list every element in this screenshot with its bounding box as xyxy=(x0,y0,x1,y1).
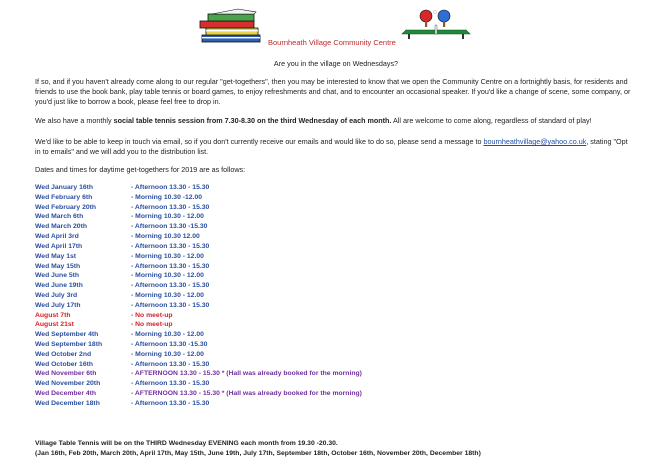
schedule-session: - Morning 10.30 - 12.00 xyxy=(131,252,204,260)
schedule-date: Wed April 17th xyxy=(35,242,83,250)
schedule-session: - No meet-up xyxy=(131,311,173,319)
paragraph-intro: If so, and if you haven't already come along to our regular "get-togethers", then you may be interested to know that we open the Community Centre on a fortnightly basis, for residents and friends to use the book bank, play table tennis or board games, to enjoy refreshments and chat, and to encounter an occasional speaker. If you'd like a change of scene, some company, or you'd just like to borrow a book, please feel free to drop in. xyxy=(35,77,631,106)
schedule-session: - Afternoon 13.30 - 15.30 xyxy=(131,380,210,388)
intro-question: Are you in the village on Wednesdays? xyxy=(273,59,399,68)
schedule-session: - Afternoon 13.30 - 15.30 xyxy=(131,242,210,250)
schedule-session: - AFTERNOON 13.30 - 15.30 * (Hall was already booked for the morning) xyxy=(131,370,362,378)
p3-text-after: , stating "Opt in to emails" and we will add you to the distribution list. xyxy=(35,137,628,156)
schedule-session: - No meet-up xyxy=(131,321,173,329)
schedule-session: - Afternoon 13.30 - 15.30 xyxy=(131,399,210,407)
schedule-date: Wed March 6th xyxy=(35,213,84,221)
schedule-date: Wed June 5th xyxy=(35,272,80,280)
table-tennis-logo-icon xyxy=(398,8,474,40)
schedule-session: - Morning 10.30 - 12.00 xyxy=(131,331,204,339)
footer-line-2: (Jan 16th, Feb 20th, March 20th, April 17th, May 15th, June 19th, July 17th, September 18th, October 16th, November 20th, December 18th) xyxy=(35,450,481,457)
schedule-date: Wed June 19th xyxy=(35,282,83,290)
schedule-session: - Morning 10.30 - 12.00 xyxy=(131,213,204,221)
schedule-date: Wed April 3rd xyxy=(35,233,79,241)
schedule-date: Wed December 18th xyxy=(35,399,100,407)
schedule-session: - Afternoon 13.30 - 15.30 xyxy=(131,282,210,290)
schedule-date: Wed February 20th xyxy=(35,203,97,211)
schedule-session: - Morning 10.30 12.00 xyxy=(131,233,200,241)
schedule-session: - Afternoon 13.30 - 15.30 xyxy=(131,360,210,368)
schedule-date: Wed December 4th xyxy=(35,390,97,398)
schedule-date: Wed October 16th xyxy=(35,360,94,368)
schedule-session: - Afternoon 13.30 - 15.30 xyxy=(131,301,210,309)
schedule-date: Wed September 18th xyxy=(35,341,103,348)
schedule-date: Wed September 4th xyxy=(35,331,99,339)
p2-text-before: We also have a monthly xyxy=(35,116,114,125)
paragraph-dates-intro: Dates and times for daytime get-togethers for 2019 are as follows: xyxy=(35,165,246,174)
schedule-session: - Afternoon 13.30 -15.30 xyxy=(131,341,208,348)
schedule-date: Wed February 6th xyxy=(35,193,93,201)
books-logo-icon xyxy=(198,8,264,44)
schedule-date: Wed January 16th xyxy=(35,184,94,191)
schedule-date: Wed March 20th xyxy=(35,223,87,231)
schedule-date: Wed May 15th xyxy=(35,262,81,270)
schedule-session: - Afternoon 13.30 -15.30 xyxy=(131,223,208,231)
schedule-session: - Afternoon 13.30 - 15.30 xyxy=(131,203,210,211)
schedule-session: - Afternoon 13.30 - 15.30 xyxy=(131,184,210,191)
schedule-date: Wed July 3rd xyxy=(35,291,78,299)
schedule-date: Wed May 1st xyxy=(35,252,77,260)
schedule-date: Wed July 17th xyxy=(35,301,81,309)
schedule-session: - Morning 10.30 -12.00 xyxy=(131,193,203,201)
org-name: Bournheath Village Community Centre xyxy=(268,38,396,47)
schedule-date: August 21st xyxy=(35,321,74,329)
schedule-session: - AFTERNOON 13.30 - 15.30 * (Hall was already booked for the morning) xyxy=(131,390,362,398)
schedule-date: August 7th xyxy=(35,311,71,319)
paragraph-table-tennis xyxy=(35,116,635,126)
schedule-session: - Morning 10.30 - 12.00 xyxy=(131,272,204,280)
schedule-date: Wed November 6th xyxy=(35,370,97,378)
p2-text-bold: social table tennis session from 7.30-8.30 on the third Wednesday of each month. xyxy=(113,116,392,125)
schedule-session: - Morning 10.30 - 12.00 xyxy=(131,350,204,358)
p3-text-before: We'd like to be able to keep in touch via email, so if you don't currently receive our emails and would like to do so, please send a message to xyxy=(35,137,484,146)
p2-text-after: All are welcome to come along, regardless of standard of play! xyxy=(391,116,592,125)
email-link[interactable]: bournheathvillage@yahoo.co.uk xyxy=(483,137,587,146)
schedule-session: - Morning 10.30 - 12.00 xyxy=(131,291,204,299)
schedule-session: - Afternoon 13.30 - 15.30 xyxy=(131,262,210,270)
schedule-date: Wed October 2nd xyxy=(35,350,92,358)
footer xyxy=(35,439,481,459)
footer-line-1: Village Table Tennis will be on the THIRD Wednesday EVENING each month from 19.30 -20.30. xyxy=(35,440,338,447)
schedule-date: Wed November 20th xyxy=(35,380,101,388)
paragraph-email xyxy=(35,137,635,157)
